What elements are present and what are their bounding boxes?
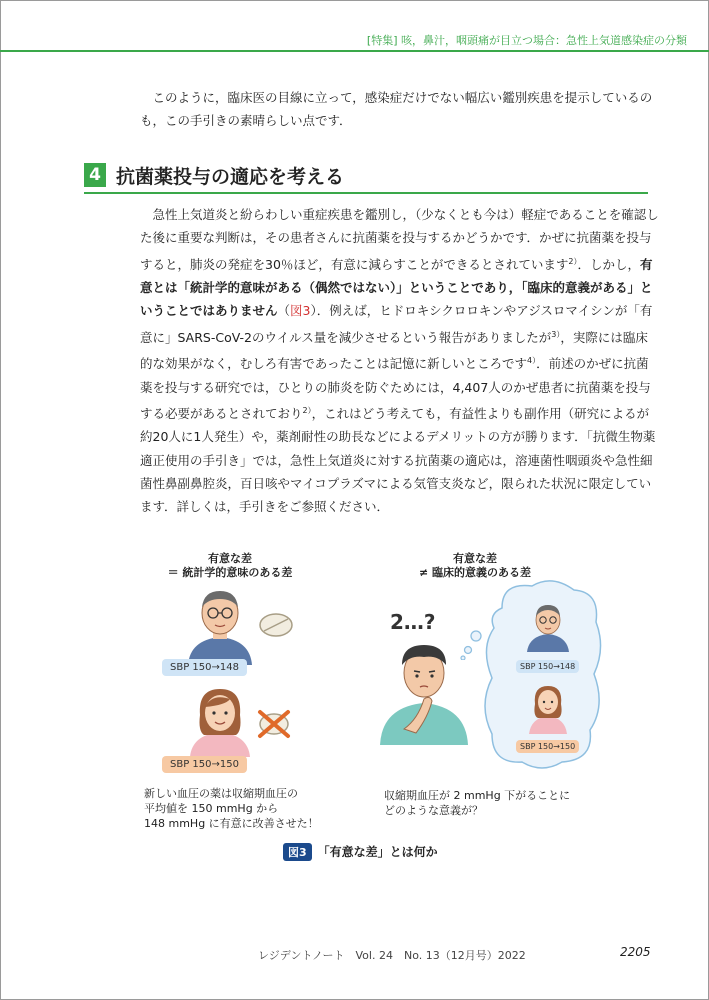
small-man-icon (523, 600, 573, 652)
figure-caption-text: 「有意な差」とは何か (317, 845, 438, 859)
reference-2a: 2） (568, 256, 578, 266)
right-caption-line-2: どのような意義が？ (384, 804, 483, 817)
body-text-4: ，実際には臨床的な効果がなく，むしろ有害であったことは記憶に新しいところです (140, 329, 648, 372)
left-title-line-1: 有意な差 (208, 552, 252, 565)
emphasis-text: 有意とは「統計学的意味がある（偶然ではない）」ということであり，「臨床的意義がある」ということではありません (140, 256, 653, 319)
running-head-title: 咳，鼻汁，咽頭痛が目立つ場合：急性上気道感染症の分類 (401, 34, 687, 47)
header-rule (0, 50, 709, 52)
left-caption-line-1: 新しい血圧の薬は収縮期血圧の (144, 787, 298, 800)
left-caption-line-2: 平均値を 150 mmHg から (144, 802, 279, 815)
figure-ref-open: （ (277, 303, 291, 319)
right-panel-title (380, 552, 570, 580)
section-number: 4 (84, 163, 106, 187)
reference-4: 4） (527, 356, 537, 366)
sbp-label-man: SBP 150→148 (162, 659, 247, 676)
sbp-label-woman-small: SBP 150→150 (516, 740, 579, 753)
small-woman-icon (523, 682, 573, 734)
intro-text: このように，臨床医の目線に立って，感染症だけでない幅広い鑑別疾患を提示しているのも，この手引きの素晴らしい点です． (140, 90, 653, 128)
intro-paragraph (140, 86, 660, 132)
figure-caption (283, 843, 438, 861)
figure-3 (140, 540, 660, 870)
woman-icon (180, 685, 260, 757)
section-title: 抗菌薬投与の適応を考える (116, 166, 345, 188)
left-panel-title (140, 552, 320, 580)
man-with-glasses-icon (180, 585, 260, 665)
reference-3: 3） (551, 329, 561, 339)
footer-journal: レジデントノート Vol. 24 No. 13（12月号）2022 (258, 949, 526, 962)
section-rule (84, 192, 648, 194)
body-text (140, 203, 660, 518)
sbp-label-man-small: SBP 150→148 (516, 660, 579, 673)
figure-ref-close: ） (310, 303, 317, 319)
figure-reference-link[interactable]: 図3 (290, 303, 311, 319)
page-number: 2205 (620, 945, 651, 959)
right-title-line-2: ≠ 臨床的意義のある差 (418, 566, 532, 579)
body-text-1: 急性上気道炎と紛らわしい重症疾患を鑑別し，（少なくとも今は）軽症であることを確認した後に重要な判断は，その患者さんに抗菌薬を投与するかどうかです．かぜに抗菌薬を投与すると，肺炎の発症を30％ほど，有意に減らすことができるとされています (140, 207, 659, 272)
right-caption-line-1: 収縮期血圧が 2 mmHg 下がることに (384, 789, 571, 802)
body-text-3: ．例えば，ヒドロキシクロロキンやアジスロマイシンが「有意に」SARS-CoV-2のウイルス量を減少させるという報告がありましたが (140, 303, 653, 345)
body-text-5: ．前述のかぜに抗菌薬を投与する研究では，ひとりの肺炎を防ぐためには，4,407人のかぜ患者に抗菌薬を投与する必要があるとされており (140, 356, 651, 421)
thought-question: 2…? (390, 610, 436, 634)
right-caption (384, 788, 570, 818)
crossed-pill-icon (256, 708, 292, 740)
right-title-line-1: 有意な差 (453, 552, 497, 565)
sbp-label-woman: SBP 150→150 (162, 756, 247, 773)
thought-bubbles (460, 630, 482, 660)
left-title-line-2: ＝ 統計学的意味のある差 (167, 566, 293, 579)
running-head-tag: [特集] (366, 34, 398, 47)
body-paragraph (140, 203, 660, 518)
left-caption (144, 786, 319, 831)
pill-icon (258, 612, 294, 638)
figure-tag: 図3 (283, 843, 312, 861)
body-text-2: ．しかし， (577, 256, 641, 272)
body-text-6: ，これはどう考えても，有益性よりも副作用（研究によるが約20人に1人発生）や，薬剤耐性の助長などによるデメリットの方が勝ります．「抗微生物薬適正使用の手引き」では，急性上気道炎に対する抗菌薬の適応は，溶連菌性咽頭炎や急性細菌性鼻副鼻腔炎，百日咳やマイコプラズマによる気管支炎など，限られた状況に限定しています．詳しくは，手引きをご参照ください． (140, 406, 656, 515)
reference-2b: 2） (302, 405, 312, 415)
thinking-man-icon (378, 635, 470, 745)
left-caption-line-3: 148 mmHg に有意に改善させた！ (144, 817, 319, 830)
running-head (367, 32, 687, 48)
